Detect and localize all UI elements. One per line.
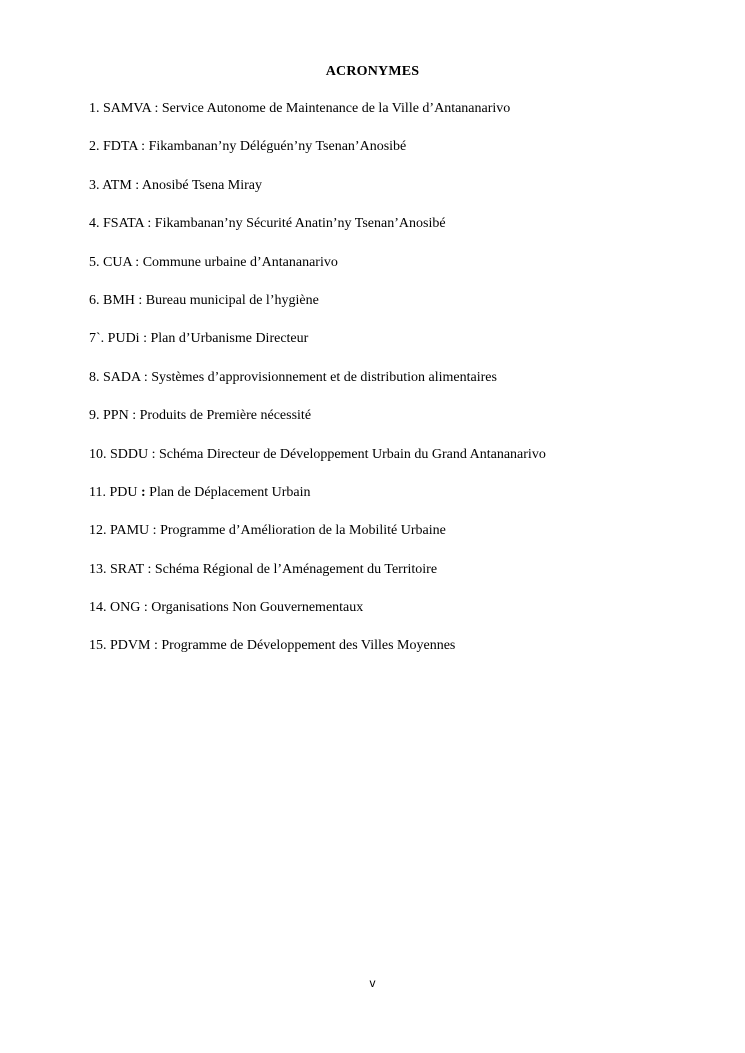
entry-acronym: SRAT	[110, 561, 144, 577]
entry-definition: Plan d’Urbanisme Directeur	[150, 331, 309, 347]
entry-separator: :	[148, 446, 160, 462]
acronym-entry	[89, 484, 689, 522]
entry-acronym: PPN	[103, 408, 129, 424]
acronym-entry	[89, 177, 689, 215]
entry-acronym: ATM	[102, 177, 132, 193]
acronym-entry	[89, 215, 689, 253]
entry-separator: :	[137, 139, 149, 155]
entry-separator: :	[140, 600, 152, 616]
acronym-entry	[89, 522, 689, 560]
acronym-entry	[89, 637, 689, 675]
entry-separator: :	[128, 408, 140, 424]
entry-number: 4.	[89, 216, 100, 232]
entry-number: 5.	[89, 254, 100, 270]
entry-acronym: SADA	[103, 369, 141, 385]
entry-acronym: BMH	[103, 292, 135, 308]
entry-number: 10.	[89, 446, 107, 462]
acronym-entry	[89, 292, 689, 330]
acronym-entry	[89, 254, 689, 292]
entry-number: 13.	[89, 561, 107, 577]
entry-acronym: CUA	[103, 254, 132, 270]
entry-separator: :	[131, 177, 142, 193]
entry-definition: Service Autonome de Maintenance de la Ville d’Antananarivo	[161, 101, 511, 116]
entry-acronym: PDU	[109, 484, 138, 500]
acronym-entry	[89, 446, 689, 484]
entry-definition: Schéma Régional de l’Aménagement du Territoire	[154, 561, 438, 577]
acronym-entry	[89, 330, 689, 368]
entry-separator: :	[131, 254, 143, 270]
entry-definition: Anosibé Tsena Miray	[141, 177, 262, 193]
entry-definition: Fikambanan’ny Sécurité Anatin’ny Tsenan’Anosibé	[154, 216, 446, 232]
entry-number: 11.	[89, 484, 106, 500]
entry-number: 2.	[89, 139, 100, 155]
entry-separator: :	[151, 101, 162, 116]
entry-number: 9.	[89, 408, 100, 424]
entry-definition: Programme d’Amélioration de la Mobilité Urbaine	[160, 523, 446, 539]
entry-definition: Schéma Directeur de Développement Urbain du Grand Antananarivo	[159, 446, 546, 462]
entry-definition: Systèmes d’approvisionnement et de distribution alimentaires	[151, 369, 497, 385]
entry-separator: :	[139, 331, 151, 347]
entry-number: 15.	[89, 638, 107, 654]
entry-number: 12.	[89, 523, 107, 539]
entry-definition: Commune urbaine d’Antananarivo	[142, 254, 338, 270]
entry-acronym: PAMU	[110, 523, 150, 539]
entry-number: 1.	[89, 101, 100, 116]
entry-separator: :	[134, 292, 146, 308]
entry-number: 8.	[89, 369, 100, 385]
entry-definition: Plan de Déplacement Urbain	[149, 484, 311, 500]
entry-acronym: SDDU	[110, 446, 149, 462]
entry-definition: Bureau municipal de l’hygiène	[145, 292, 319, 308]
entry-acronym: SAMVA	[103, 101, 151, 116]
acronym-entry	[89, 561, 689, 599]
entry-separator: :	[143, 561, 155, 577]
page-number: v	[369, 976, 376, 990]
acronym-entry	[89, 138, 689, 176]
page-title: ACRONYMES	[325, 64, 420, 79]
acronym-entry	[89, 369, 689, 407]
entry-separator: :	[137, 484, 150, 500]
acronym-entry	[89, 100, 689, 138]
acronym-entry	[89, 407, 689, 445]
entry-acronym: FDTA	[103, 139, 138, 155]
entry-acronym: PDVM	[110, 638, 151, 654]
entry-number: 7`.	[89, 331, 105, 347]
entry-separator: :	[143, 216, 155, 232]
entry-acronym: ONG	[110, 600, 141, 616]
entry-separator: :	[149, 523, 161, 539]
entry-number: 3.	[89, 177, 100, 193]
entry-acronym: FSATA	[103, 216, 144, 232]
acronym-entry	[89, 599, 689, 637]
entry-definition: Fikambanan’ny Déléguén’ny Tsenan’Anosibé	[148, 139, 407, 155]
entry-definition: Organisations Non Gouvernementaux	[151, 600, 364, 616]
entry-separator: :	[140, 369, 152, 385]
entry-acronym: PUDi	[107, 331, 140, 347]
entry-definition: Programme de Développement des Villes Moyennes	[161, 638, 456, 654]
acronym-list	[89, 100, 689, 676]
entry-separator: :	[150, 638, 162, 654]
entry-number: 6.	[89, 292, 100, 308]
entry-number: 14.	[89, 600, 107, 616]
entry-definition: Produits de Première nécessité	[139, 408, 312, 424]
